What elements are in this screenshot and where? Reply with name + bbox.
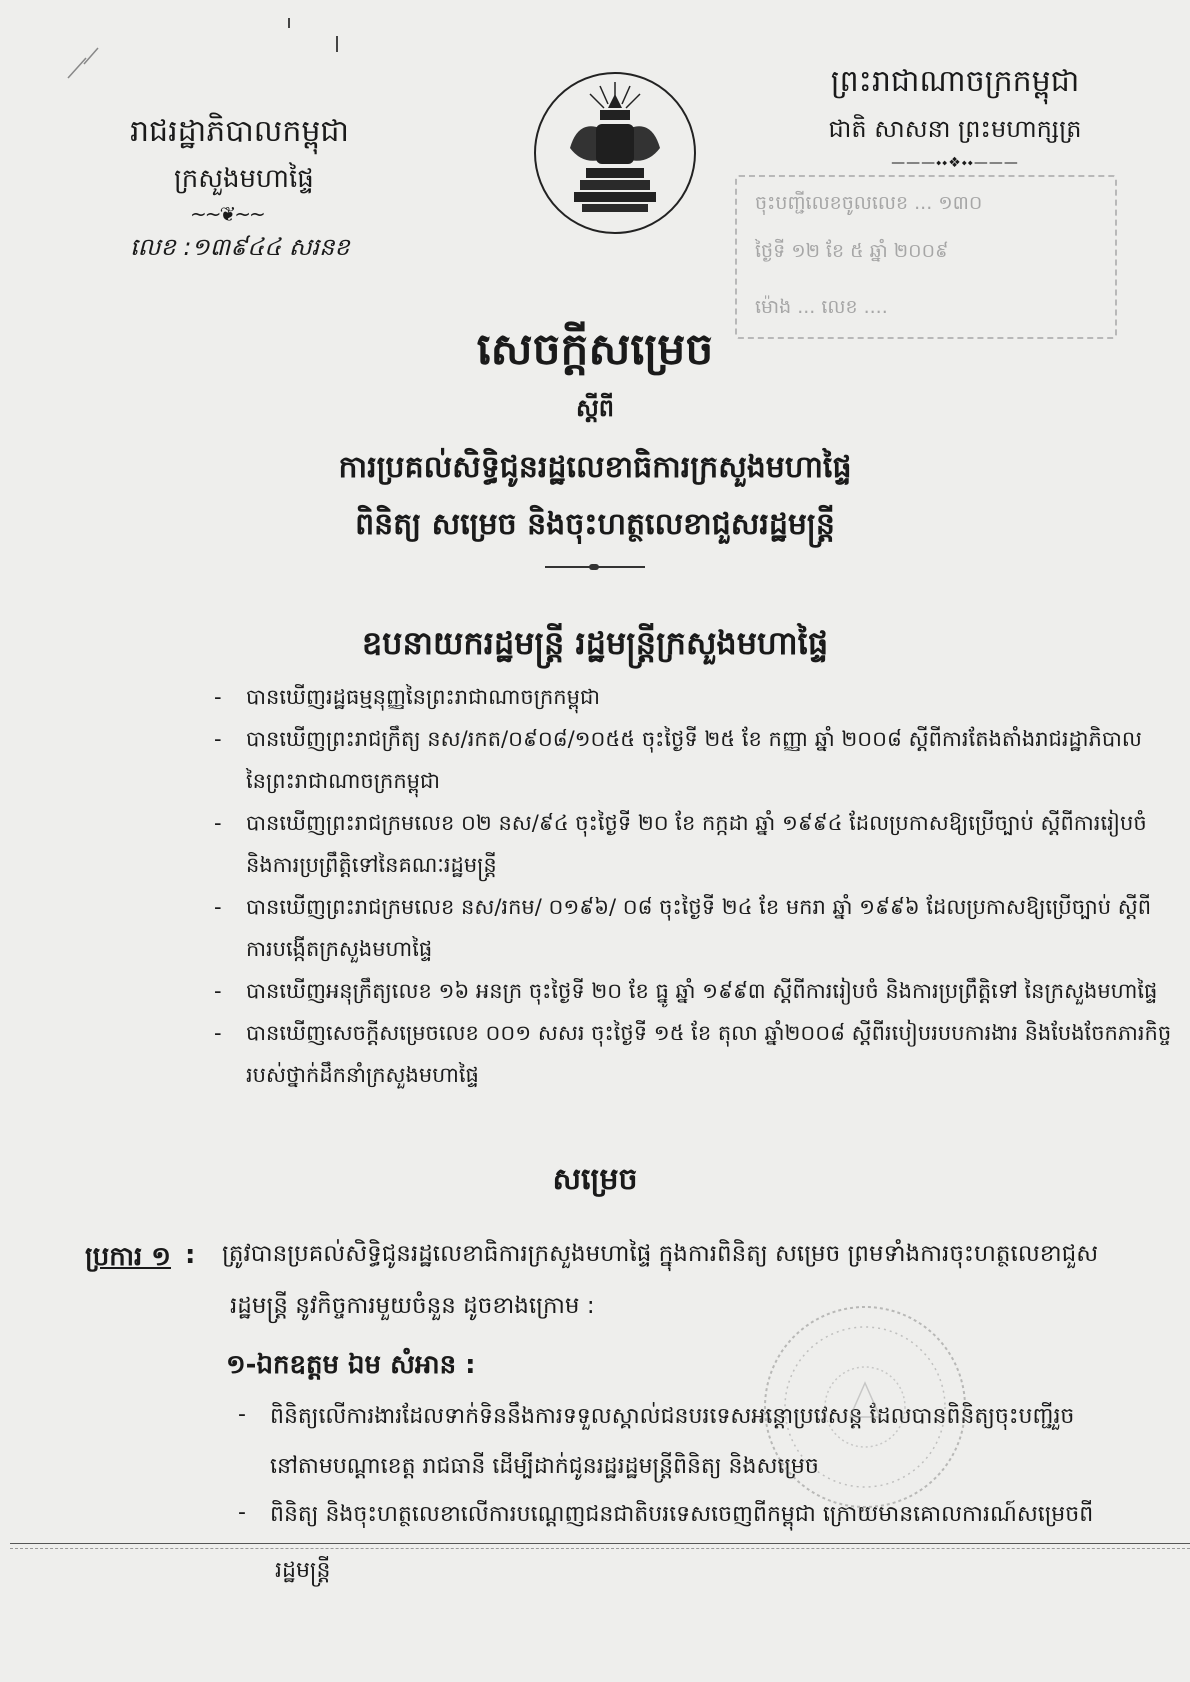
considerations-list	[214, 676, 1172, 1096]
document-type-title: សេចក្ដីសម្រេច	[476, 324, 714, 375]
consideration-text: បានឃើញព្រះរាជក្រឹត្យ នស/រកត/០៩០៨/១០៥៥ ចុះថ្ងៃទី ២៥ ខែ កញ្ញា ឆ្នាំ ២០០៨ ស្ដីពីការតែងតាំងរាជរដ្ឋាភិបាល	[246, 727, 1142, 751]
bullet-dash: -	[238, 1500, 246, 1525]
scan-scribble	[58, 38, 108, 88]
article-colon: :	[185, 1240, 196, 1270]
received-stamp	[735, 175, 1117, 339]
ornament-right: ———⬩⬩❖⬩⬩———	[891, 155, 1019, 171]
royal-emblem-icon	[530, 68, 700, 238]
ministry-name: ក្រសួងមហាផ្ទៃ	[174, 164, 314, 194]
consideration-item: - បានឃើញព្រះរាជក្រមលេខ នស/រកម/ ០១៩៦/ ០៨ ចុះថ្ងៃទី ២៤ ខែ មករា ឆ្នាំ ១៩៩៦ ដែលប្រកាសឱ្យប្រើច្បាប់ ស្ដីពី ការបង្កើតក្រសួងមហាផ្ទៃ	[228, 886, 1128, 970]
consideration-item: - បានឃើញអនុក្រឹត្យលេខ ១៦ អនក្រ ចុះថ្ងៃទី ២០ ខែ ធ្នូ ឆ្នាំ ១៩៩៣ ស្ដីពីការរៀបចំ និងការប្រព្រឹត្តិទៅ នៃក្រសួងមហាផ្ទៃ	[228, 970, 1128, 1012]
official-seal-icon	[755, 1297, 975, 1517]
subject-line: ពិនិត្យ សម្រេច និងចុះហត្ថលេខាជួសរដ្ឋមន្ត្រី	[355, 507, 835, 542]
footer-rule	[10, 1548, 1190, 1549]
bullet-text: ពិនិត្យលើការងារដែលទាក់ទិននឹងការទទួលស្គាល់ជនបរទេសអន្តោប្រវេសន្ត ដែលបានពិនិត្យចុះបញ្ជីរួច	[270, 1404, 1075, 1429]
consideration-text: របស់ថ្នាក់ដឹកនាំក្រសួងមហាផ្ទៃ	[246, 1063, 479, 1087]
stamp-line: ម៉ោង ... លេខ ....	[755, 296, 888, 318]
article-text: រដ្ឋមន្ត្រី នូវកិច្ចការមួយចំនួន ដូចខាងក្រោម :	[230, 1293, 595, 1319]
footer-rule	[10, 1543, 1190, 1544]
about-label: ស្ដីពី	[575, 394, 615, 422]
bullet-text: រដ្ឋមន្ត្រី	[275, 1558, 331, 1583]
consideration-item: - បានឃើញរដ្ឋធម្មនុញ្ញនៃព្រះរាជាណាចក្រកម្ពុជា	[228, 676, 1128, 718]
consideration-text: បានឃើញសេចក្ដីសម្រេចលេខ ០០១ សសរ ចុះថ្ងៃទី ១៥ ខែ តុលា ឆ្នាំ២០០៨ ស្ដីពីរបៀបរបបការងារ និងបែងចែកភារកិច្ច	[246, 1021, 1172, 1045]
decides-heading: សម្រេច	[552, 1162, 638, 1197]
bullet-dash: -	[238, 1402, 246, 1427]
title-divider	[545, 566, 645, 568]
consideration-text: និងការប្រព្រឹត្តិទៅនៃគណៈរដ្ឋមន្ត្រី	[246, 853, 497, 877]
article-label: ប្រការ ១	[85, 1242, 171, 1272]
scan-mark	[336, 36, 338, 52]
consideration-item: - បានឃើញព្រះរាជក្រឹត្យ នស/រកត/០៩០៨/១០៥៥ ចុះថ្ងៃទី ២៥ ខែ កញ្ញា ឆ្នាំ ២០០៨ ស្ដីពីការតែងតាំងរាជរដ្ឋាភិបាល នៃព្រះរាជាណាចក្រកម្ពុជា	[228, 718, 1128, 802]
kingdom-header	[790, 62, 1120, 171]
article-text: ត្រូវបានប្រគល់សិទ្ធិជូនរដ្ឋលេខាធិការក្រសួងមហាផ្ទៃ ក្នុងការពិនិត្យ សម្រេច ព្រមទាំងការចុះហត្ថលេខាជួស	[222, 1241, 1099, 1267]
consideration-item: - បានឃើញព្រះរាជក្រមលេខ ០២ នស/៩៤ ចុះថ្ងៃទី ២០ ខែ កក្កដា ឆ្នាំ ១៩៩៤ ដែលប្រកាសឱ្យប្រើច្បាប់ ស្ដីពីការរៀបចំ និងការប្រព្រឹត្តិទៅនៃគណៈរដ្ឋមន្ត្រី	[228, 802, 1128, 886]
ministry-header	[130, 112, 430, 267]
consideration-item: - បានឃើញសេចក្ដីសម្រេចលេខ ០០១ សសរ ចុះថ្ងៃទី ១៥ ខែ តុលា ឆ្នាំ២០០៨ ស្ដីពីរបៀបរបបការងារ និងបែងចែកភារកិច្ច របស់ថ្នាក់ដឹកនាំក្រសួងមហាផ្ទៃ	[228, 1012, 1128, 1096]
consideration-text: បានឃើញរដ្ឋធម្មនុញ្ញនៃព្រះរាជាណាចក្រកម្ពុជា	[246, 685, 600, 709]
kingdom-name: ព្រះរាជាណាចក្រកម្ពុជា	[830, 64, 1080, 99]
section-heading: ១-ឯកឧត្ដម ឯម សំអាន :	[226, 1350, 476, 1380]
government-name: រាជរដ្ឋាភិបាលកម្ពុជា	[130, 114, 349, 149]
consideration-text: នៃព្រះរាជាណាចក្រកម្ពុជា	[246, 769, 441, 793]
bullet-text: ពិនិត្យ និងចុះហត្ថលេខាលើការបណ្ដេញជនជាតិបរទេសចេញពីកម្ពុជា ក្រោយមានគោលការណ៍សម្រេចពី	[270, 1502, 1094, 1527]
consideration-text: បានឃើញព្រះរាជក្រមលេខ ០២ នស/៩៤ ចុះថ្ងៃទី ២០ ខែ កក្កដា ឆ្នាំ ១៩៩៤ ដែលប្រកាសឱ្យប្រើច្បាប់ ស្ដីពីការរៀបចំ	[246, 811, 1147, 835]
consideration-text: បានឃើញអនុក្រឹត្យលេខ ១៦ អនក្រ ចុះថ្ងៃទី ២០ ខែ ធ្នូ ឆ្នាំ ១៩៩៣ ស្ដីពីការរៀបចំ និងការប្រព្រឹត្តិទៅ នៃក្រសួងមហាផ្ទៃ	[246, 979, 1158, 1003]
authority-title: ឧបនាយករដ្ឋមន្ត្រី រដ្ឋមន្ត្រីក្រសួងមហាផ្ទៃ	[361, 624, 829, 662]
consideration-text: ការបង្កើតក្រសួងមហាផ្ទៃ	[246, 937, 433, 961]
stamp-line: ថ្ងៃទី ១២ ខែ ៥ ឆ្នាំ ២០០៩	[755, 240, 949, 262]
scan-mark	[288, 18, 290, 28]
document-number: លេខ :១៣៩៤៤ សរនខ	[130, 233, 350, 261]
national-motto: ជាតិ សាសនា ព្រះមហាក្សត្រ	[828, 115, 1082, 143]
bullet-text: នៅតាមបណ្ដាខេត្ត រាជធានី ដើម្បីដាក់ជូនរដ្ឋរដ្ឋមន្ត្រីពិនិត្យ និងសម្រេច	[270, 1454, 819, 1479]
consideration-text: បានឃើញព្រះរាជក្រមលេខ នស/រកម/ ០១៩៦/ ០៨ ចុះថ្ងៃទី ២៤ ខែ មករា ឆ្នាំ ១៩៩៦ ដែលប្រកាសឱ្យប្រើច្បាប់ ស្ដីពី	[246, 895, 1152, 919]
subject-line: ការប្រគល់សិទ្ធិជូនរដ្ឋលេខាធិការក្រសួងមហាផ្ទៃ	[338, 450, 852, 485]
stamp-line: ចុះបញ្ជីលេខចូលលេខ ... ១៣០	[755, 192, 983, 214]
ornament-left: ~~❦~~	[190, 202, 264, 226]
